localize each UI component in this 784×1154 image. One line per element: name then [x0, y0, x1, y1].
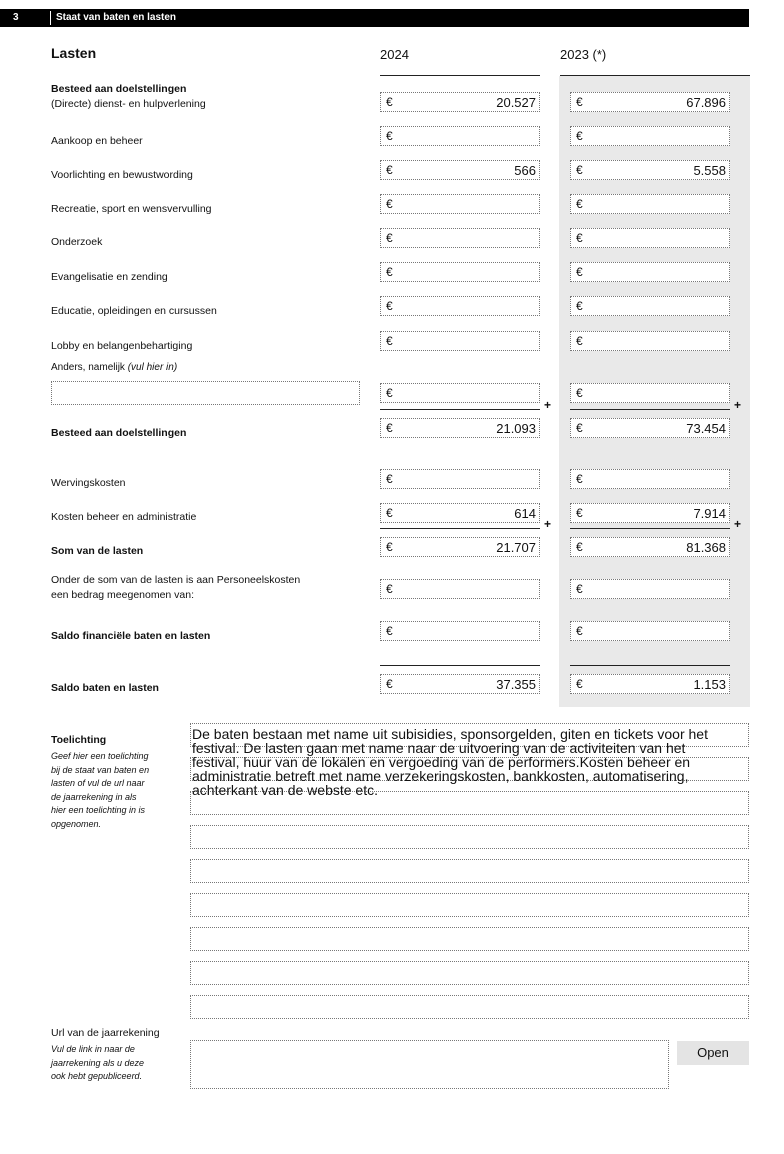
saldo-rule-2024 [380, 665, 540, 666]
section-title: Staat van baten en lasten [56, 12, 177, 23]
hint-line: opgenomen. [51, 818, 102, 829]
anders-description-field[interactable] [51, 381, 360, 405]
row-label-anders [51, 360, 177, 375]
row-label-besteed-total: Besteed aan doelstellingen [51, 427, 187, 439]
euro-sign: € [386, 265, 393, 279]
euro-sign: € [386, 582, 393, 596]
amount-field-2024-anders[interactable] [380, 383, 540, 403]
amount-field-2024-educatie[interactable] [380, 296, 540, 316]
url-hint [51, 1043, 144, 1084]
euro-sign: € [386, 231, 393, 245]
amount-value: 5.558 [693, 163, 726, 178]
amount-field-2023-anders[interactable] [570, 383, 730, 403]
row-label-personeel-line1: Onder de som van de lasten is aan Personeelskosten [51, 574, 301, 586]
amount-field-2024-som[interactable] [380, 537, 540, 557]
amount-value: 73.454 [686, 421, 726, 436]
row-label-beheer: Kosten beheer en administratie [51, 511, 197, 523]
amount-field-2024-recreatie[interactable] [380, 194, 540, 214]
anders-hint: (vul hier in) [127, 362, 178, 373]
amount-field-2023-saldo[interactable] [570, 674, 730, 694]
euro-sign: € [576, 197, 583, 211]
amount-field-2024-voorlichting[interactable] [380, 160, 540, 180]
euro-sign: € [576, 386, 583, 400]
amount-field-2023-recreatie[interactable] [570, 194, 730, 214]
toelichting-text-line: festival, huur van de lokalen en vergoeding van de performers.Kosten beheer en [192, 754, 691, 770]
amount-field-2024-saldo[interactable] [380, 674, 540, 694]
amount-field-2023-lobby[interactable] [570, 331, 730, 351]
amount-field-2024-personeel[interactable] [380, 579, 540, 599]
sum-rule-2024 [380, 409, 540, 410]
column-heading-2023: 2023 (*) [560, 47, 607, 62]
hint-line: Geef hier een toelichting [51, 751, 149, 761]
row-label-werving: Wervingskosten [51, 477, 126, 489]
row-label-aankoop: Aankoop en beheer [51, 135, 143, 147]
toelichting-text-line: festival. De lasten gaan met name naar de uitvoering van de activiteiten van het [192, 740, 686, 756]
amount-field-2023-voorlichting[interactable] [570, 160, 730, 180]
toelichting-line-field[interactable] [190, 825, 749, 849]
lasten-heading: Lasten [51, 45, 97, 61]
row-label-personeel-line2: een bedrag meegenomen van: [51, 589, 195, 601]
amount-field-2023-financieel[interactable] [570, 621, 730, 641]
amount-field-2023-educatie[interactable] [570, 296, 730, 316]
amount-value: 67.896 [686, 95, 726, 110]
hint-line: de jaarrekening in als [51, 791, 137, 802]
amount-field-2024-werving[interactable] [380, 469, 540, 489]
amount-field-2023-werving[interactable] [570, 469, 730, 489]
euro-sign: € [576, 506, 583, 520]
toelichting-text-line: achterkant van de webste etc. [192, 782, 378, 798]
euro-sign: € [576, 95, 583, 109]
column-rule-2023 [560, 75, 750, 76]
euro-sign: € [576, 334, 583, 348]
row-label-saldo: Saldo baten en lasten [51, 682, 159, 694]
amount-field-2024-onderzoek[interactable] [380, 228, 540, 248]
row-label-educatie: Educatie, opleidingen en cursussen [51, 305, 217, 317]
toelichting-text-line: administratie betreft met name verzekeringskosten, bankkosten, automatisering, [192, 768, 689, 784]
row-label-evangelisatie: Evangelisatie en zending [51, 271, 168, 283]
amount-value: 21.707 [496, 540, 536, 555]
amount-field-2024-financieel[interactable] [380, 621, 540, 641]
toelichting-line-field[interactable] [190, 995, 749, 1019]
row-label-lobby: Lobby en belangenbehartiging [51, 340, 193, 352]
sum-rule-2024 [380, 528, 540, 529]
euro-sign: € [576, 265, 583, 279]
amount-field-2024-lobby[interactable] [380, 331, 540, 351]
amount-value: 566 [514, 163, 536, 178]
amount-field-2024-aankoop[interactable] [380, 126, 540, 146]
toelichting-line-field[interactable] [190, 927, 749, 951]
plus-sign: + [734, 398, 742, 412]
euro-sign: € [386, 163, 393, 177]
euro-sign: € [386, 540, 393, 554]
euro-sign: € [576, 231, 583, 245]
euro-sign: € [576, 677, 583, 691]
anders-label: Anders, namelijk [51, 362, 125, 373]
euro-sign: € [576, 540, 583, 554]
plus-sign: + [544, 398, 552, 412]
amount-field-2024-dienst[interactable] [380, 92, 540, 112]
row-label-som: Som van de lasten [51, 545, 144, 557]
section-number: 3 [13, 12, 19, 23]
euro-sign: € [386, 299, 393, 313]
toelichting-line-field[interactable] [190, 859, 749, 883]
column-heading-2024: 2024 [380, 47, 409, 62]
sum-rule-2023 [570, 528, 730, 529]
amount-value: 21.093 [496, 421, 536, 436]
row-label-onderzoek: Onderzoek [51, 236, 103, 248]
amount-field-2023-dienst[interactable] [570, 92, 730, 112]
sum-rule-2023 [570, 409, 730, 410]
euro-sign: € [576, 582, 583, 596]
euro-sign: € [576, 472, 583, 486]
toelichting-hint [51, 750, 149, 831]
toelichting-line-field[interactable] [190, 961, 749, 985]
plus-sign: + [544, 517, 552, 531]
euro-sign: € [576, 421, 583, 435]
row-label-financieel: Saldo financiële baten en lasten [51, 630, 211, 642]
plus-sign: + [734, 517, 742, 531]
open-url-button[interactable]: Open [677, 1041, 749, 1065]
hint-line: ook hebt gepubliceerd. [51, 1071, 143, 1081]
amount-field-2023-besteed-total[interactable] [570, 418, 730, 438]
saldo-rule-2023 [570, 665, 730, 666]
euro-sign: € [576, 129, 583, 143]
besteed-heading: Besteed aan doelstellingen [51, 83, 187, 95]
column-rule-2024 [380, 75, 540, 76]
euro-sign: € [386, 129, 393, 143]
amount-field-2024-besteed-total[interactable] [380, 418, 540, 438]
amount-value: 37.355 [496, 677, 536, 692]
amount-field-2023-onderzoek[interactable] [570, 228, 730, 248]
euro-sign: € [576, 299, 583, 313]
amount-field-2023-som[interactable] [570, 537, 730, 557]
amount-field-2024-beheer[interactable] [380, 503, 540, 523]
euro-sign: € [386, 334, 393, 348]
hint-line: bij de staat van baten en [51, 764, 150, 775]
toelichting-title: Toelichting [51, 734, 107, 746]
amount-field-2023-beheer[interactable] [570, 503, 730, 523]
row-label-recreatie: Recreatie, sport en wensvervulling [51, 203, 212, 215]
euro-sign: € [386, 472, 393, 486]
amount-field-2023-personeel[interactable] [570, 579, 730, 599]
euro-sign: € [386, 421, 393, 435]
euro-sign: € [576, 163, 583, 177]
toelichting-line-field[interactable] [190, 893, 749, 917]
url-input-field[interactable] [190, 1040, 669, 1089]
euro-sign: € [386, 677, 393, 691]
euro-sign: € [576, 624, 583, 638]
euro-sign: € [386, 386, 393, 400]
row-label-dienst: (Directe) dienst- en hulpverlening [51, 98, 206, 110]
toelichting-text-line: De baten bestaan met name uit subisidies, sponsorgelden, giten en tickets voor het [192, 726, 708, 742]
amount-field-2024-evangelisatie[interactable] [380, 262, 540, 282]
hint-line: Vul de link in naar de [51, 1044, 135, 1054]
amount-value: 20.527 [496, 95, 536, 110]
amount-value: 81.368 [686, 540, 726, 555]
url-title: Url van de jaarrekening [51, 1027, 160, 1039]
amount-value: 614 [514, 506, 536, 521]
amount-field-2023-aankoop[interactable] [570, 126, 730, 146]
euro-sign: € [386, 197, 393, 211]
header-divider [50, 11, 51, 25]
amount-value: 7.914 [693, 506, 726, 521]
hint-line: lasten of vul de url naar [51, 778, 145, 788]
row-label-voorlichting: Voorlichting en bewustwording [51, 169, 193, 181]
euro-sign: € [386, 506, 393, 520]
amount-value: 1.153 [693, 677, 726, 692]
amount-field-2023-evangelisatie[interactable] [570, 262, 730, 282]
toelichting-text[interactable] [192, 727, 747, 797]
hint-line: jaarrekening als u deze [51, 1057, 145, 1068]
euro-sign: € [386, 95, 393, 109]
euro-sign: € [386, 624, 393, 638]
hint-line: hier een toelichting in is [51, 805, 146, 815]
